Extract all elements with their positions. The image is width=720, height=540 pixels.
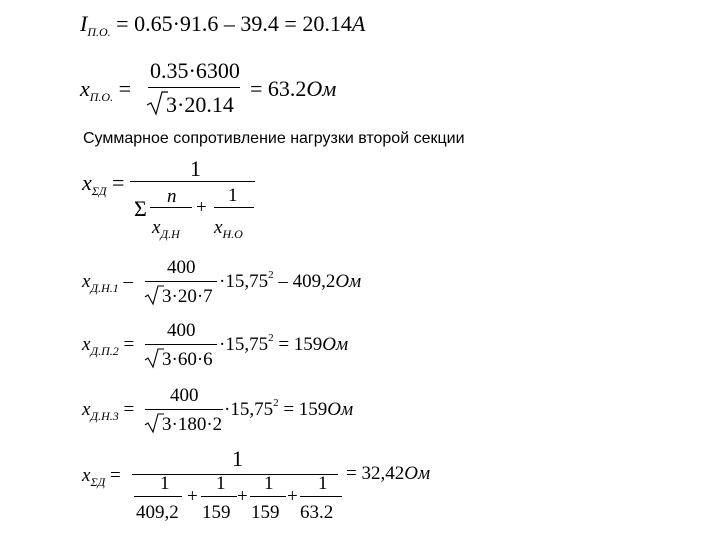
xsd-xno-sub: Н.О <box>222 227 243 241</box>
xdn2-unit: Ом <box>322 334 349 355</box>
xsd-lhs <box>82 170 125 198</box>
xdn2-mid: ·15,75 <box>219 334 269 355</box>
xdn1-num: 400 <box>167 257 196 278</box>
xdn2-lhs <box>82 334 135 358</box>
xsd-xdn <box>152 217 180 241</box>
xsdf-plus-1: + <box>187 486 198 507</box>
xdn1-sup: 2 <box>268 269 274 281</box>
xdn2-den-rest: ·60·6 <box>171 349 213 370</box>
xsdf-term-3-bar <box>250 496 286 497</box>
xpo-sub: П.О. <box>89 90 114 104</box>
xdn3-result: = 159 <box>278 399 328 420</box>
ipo-unit: A <box>351 11 366 36</box>
ipo-sub: П.О. <box>87 25 111 39</box>
xsd-eq: = <box>112 170 125 195</box>
ipo-rhs: = 0.65·91.6 – 39.4 = 20.14 <box>110 11 352 36</box>
xsdf-plus-2: + <box>237 486 248 507</box>
xsdf-eq: = <box>109 465 121 486</box>
xdn3-den-sqrt: 3 <box>162 414 172 435</box>
xdn1-sqrt-sign <box>144 284 164 306</box>
xdn3-eq: = <box>123 399 135 420</box>
xsd-sub-bar-1 <box>150 207 192 208</box>
xdn1-lhs <box>82 271 133 295</box>
xdn3-lhs <box>82 399 135 423</box>
xpo-var: x <box>80 76 90 101</box>
xpo-numerator: 0.35·6300 <box>150 58 240 83</box>
xsdf-term-2-den: 159 <box>202 502 231 523</box>
xpo-den-rest: ·20.14 <box>177 92 234 117</box>
xsd-xdn-sub: Д.Н <box>160 227 180 241</box>
section-caption: Суммарное сопротивление нагрузки второй секции <box>83 130 465 147</box>
xdn3-var: x <box>82 399 91 420</box>
xdn2-result: = 159 <box>273 334 323 355</box>
xdn1-eq: – <box>123 271 133 292</box>
xdn2-den-sqrt: 3 <box>162 349 172 370</box>
xsdf-var: x <box>82 465 91 486</box>
xdn3-sup: 2 <box>273 397 279 409</box>
xdn1-den-sqrt: 3 <box>162 286 172 307</box>
ipo-var: I <box>80 11 88 36</box>
xsd-sub: ΣД <box>91 184 107 198</box>
xdn2-sup: 2 <box>268 332 274 344</box>
xsd-one: 1 <box>228 185 238 206</box>
xsdf-term-3-num: 1 <box>264 473 274 494</box>
xdn2-sub: Д.П.2 <box>90 344 119 358</box>
xpo-eq: = <box>118 76 132 101</box>
xsdf-num: 1 <box>232 446 243 471</box>
xpo-den-sqrt: 3 <box>166 92 177 117</box>
xdn1-sub: Д.Н.1 <box>90 281 119 295</box>
xsdf-term-2-num: 1 <box>216 473 226 494</box>
xdn1-var: x <box>82 271 91 292</box>
xdn1-mid: ·15,75 <box>219 271 269 292</box>
xsdf-term-3-den: 159 <box>251 502 280 523</box>
xsd-xdn-var: x <box>152 217 161 238</box>
xdn1-den-rest: ·20·7 <box>171 286 213 307</box>
xpo-unit: Ом <box>306 76 337 101</box>
xdn1-unit: Ом <box>335 271 362 292</box>
xdn3-den-rest: ·180·2 <box>171 414 223 435</box>
xsdf-result <box>346 464 430 483</box>
xsd-plus: + <box>196 197 207 218</box>
xdn1-den <box>162 287 213 306</box>
xsdf-term-1-bar <box>134 496 182 497</box>
xdn2-den <box>162 350 213 369</box>
xsd-xno <box>214 217 243 241</box>
xsdf-result-value: = 32,42 <box>346 463 405 484</box>
xsd-num: 1 <box>190 156 201 181</box>
xdn1-result: – 409,2 <box>273 271 336 292</box>
xpo-result <box>250 78 336 100</box>
xdn1-tail <box>219 269 362 292</box>
xdn3-sqrt-sign <box>144 412 164 434</box>
xpo-fraction-bar <box>148 87 240 88</box>
xsd-sigma: Σ <box>134 196 147 221</box>
xsdf-plus-3: + <box>287 486 298 507</box>
xsdf-term-2-bar <box>201 496 237 497</box>
xsd-sub-bar-2 <box>214 207 254 208</box>
xpo-result-value: = 63.2 <box>250 76 307 101</box>
xsdf-term-4-num: 1 <box>318 473 328 494</box>
xdn2-fraction-bar <box>145 344 217 345</box>
xdn3-sub: Д.Н.3 <box>90 409 119 423</box>
xsdf-term-4-bar <box>300 496 342 497</box>
xsdf-term-4-den: 63.2 <box>300 502 334 523</box>
xdn2-sqrt-sign <box>144 347 164 369</box>
xsdf-lhs <box>82 465 121 489</box>
xdn2-var: x <box>82 334 91 355</box>
xdn3-den <box>162 415 222 434</box>
xsdf-sub: ΣД <box>90 475 106 489</box>
xdn1-fraction-bar <box>145 281 217 282</box>
xsd-var: x <box>82 170 92 195</box>
xpo-den <box>166 94 234 116</box>
xsd-xno-var: x <box>214 217 223 238</box>
xsd-n: n <box>167 186 177 207</box>
xpo-sqrt-sign <box>146 90 168 116</box>
xdn3-mid: ·15,75 <box>224 399 274 420</box>
xdn3-num: 400 <box>170 385 199 406</box>
xdn2-eq: = <box>123 334 135 355</box>
xsdf-term-1-den: 409,2 <box>136 502 179 523</box>
xdn2-num: 400 <box>167 320 196 341</box>
xdn3-fraction-bar <box>145 409 223 410</box>
xsdf-unit: Ом <box>404 463 431 484</box>
equation-ipo <box>80 11 366 39</box>
xdn2-tail <box>219 332 349 355</box>
xpo-lhs <box>80 76 132 104</box>
xsdf-term-1-num: 1 <box>160 473 170 494</box>
xdn3-tail <box>224 397 354 420</box>
xdn3-unit: Ом <box>327 399 354 420</box>
xsd-fraction-bar <box>130 181 255 182</box>
